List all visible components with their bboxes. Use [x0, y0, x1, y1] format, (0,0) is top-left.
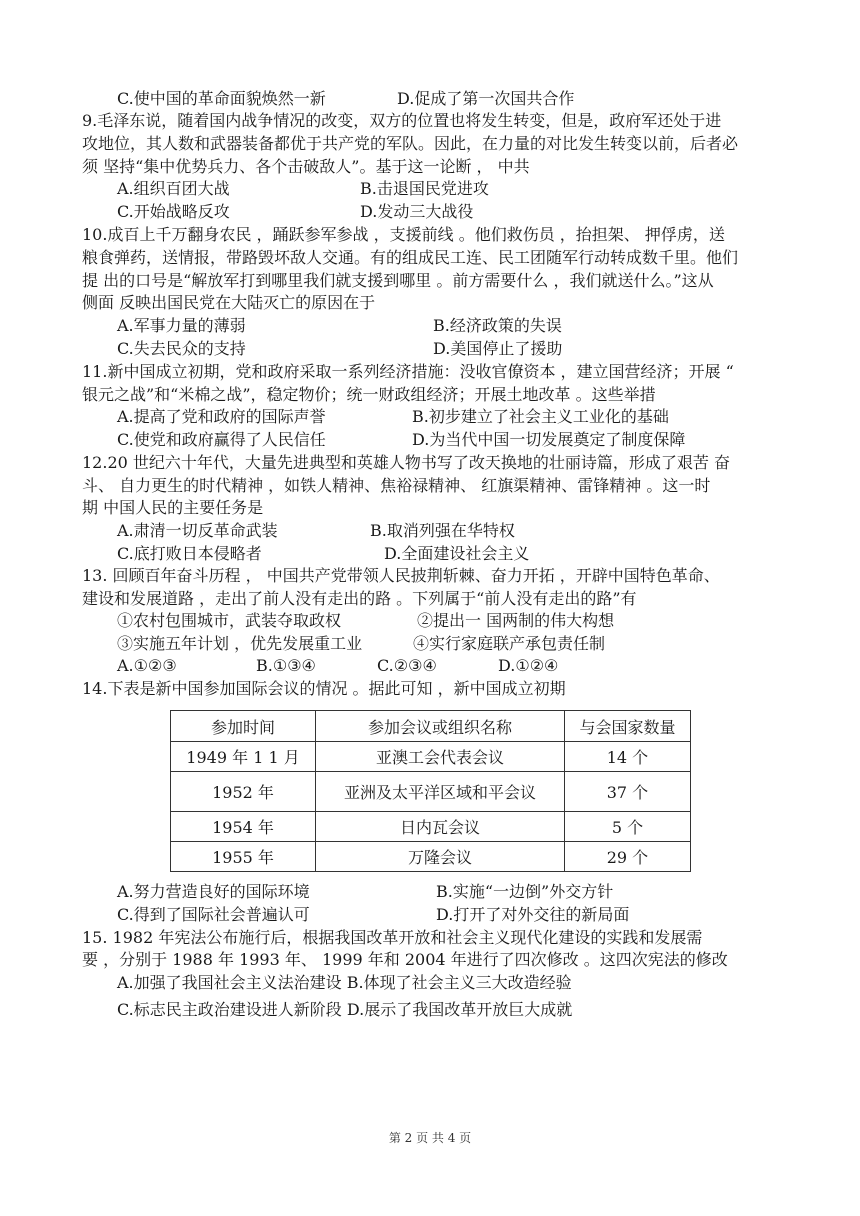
q12-stem-line: 斗、 自力更生的时代精神 ，如铁人精神、焦裕禄精神、 红旗渠精神、雷锋精神 。这一时 — [82, 476, 711, 495]
table-row — [171, 842, 691, 872]
conference-table — [170, 710, 691, 872]
q9-option-a: A.组织百团大战 — [117, 179, 230, 198]
q15-stem-line: 15. 1982 年宪法公布施行后，根据我国改革开放和社会主义现代化建设的实践和发展需 — [82, 928, 703, 947]
q11-option-a: A.提高了党和政府的国际声誉 — [117, 407, 326, 426]
table-cell: 亚澳工会代表会议 — [316, 742, 565, 772]
q11-option-d: D.为当代中国一切发展奠定了制度保障 — [412, 430, 686, 449]
q12-stem-line: 期 中国人民的主要任务是 — [82, 498, 264, 517]
q10-option-b: B.经济政策的失误 — [433, 316, 562, 335]
q9-option-d: D.发动三大战役 — [360, 202, 474, 221]
q10-option-d: D.美国停止了援助 — [433, 339, 563, 358]
q10-option-a: A.军事力量的薄弱 — [117, 316, 246, 335]
q15-options-cd: C.标志民主政治建设进人新阶段 D.展示了我国改革开放巨大成就 — [117, 1000, 573, 1019]
table-cell: 29 个 — [564, 842, 690, 872]
q13-stem-line: 建设和发展道路 ，走出了前人没有走出的路 。下列属于“前人没有走出的路”有 — [82, 589, 637, 608]
q9-stem-line: 攻地位，其人数和武器装备都优于共产党的军队。因此，在力量的对比发生转变以前，后者必 — [82, 134, 739, 153]
q12-stem-line: 12.20 世纪六十年代，大量先进典型和英雄人物书写了改天换地的壮丽诗篇，形成了艰苦 奋 — [82, 453, 730, 472]
table-header-row — [171, 711, 691, 742]
q9-option-b: B.击退国民党进攻 — [360, 179, 489, 198]
q14-option-b: B.实施“一边倒”外交方针 — [436, 882, 614, 901]
table-header-cell: 参加时间 — [171, 711, 316, 742]
q14-option-d: D.打开了对外交往的新局面 — [436, 905, 630, 924]
table-row — [171, 812, 691, 842]
q9-stem-line: 9.毛泽东说，随着国内战争情况的改变，双方的位置也将发生转变，但是，政府军还处于进 — [82, 111, 722, 130]
table-cell: 1954 年 — [171, 812, 316, 842]
q15-stem-line: 要 ，分别于 1988 年 1993 年、 1999 年和 2004 年进行了四次修改 。这四次宪法的修改 — [82, 950, 728, 969]
q12-option-b: B.取消列强在华特权 — [370, 521, 515, 540]
table-row — [171, 742, 691, 772]
q8-option-c: C.使中国的革命面貌焕然一新 — [117, 89, 326, 108]
q12-option-c: C.底打败日本侵略者 — [117, 544, 262, 563]
q10-stem-line: 侧面 反映出国民党在大陆灭亡的原因在于 — [82, 293, 376, 312]
q9-stem-line: 须 坚持“集中优势兵力、各个击破敌人”。基于这一论断 ， 中共 — [82, 157, 530, 176]
table-cell: 1955 年 — [171, 842, 316, 872]
q13-option-c: C.②③④ — [377, 656, 437, 675]
table-cell: 37 个 — [564, 772, 690, 812]
page-number: 第 2 页 共 4 页 — [388, 1131, 472, 1145]
q14-stem: 14.下表是新中国参加国际会议的情况 。据此可知 ，新中国成立初期 — [82, 679, 566, 698]
q11-stem-line: 11.新中国成立初期，党和政府采取一系列经济措施：没收官僚资本 ，建立国营经济；开展 “ — [82, 362, 734, 381]
q13-item: ①农村包围城市，武装夺取政权 — [117, 611, 342, 630]
q13-item: ③实施五年计划 ，优先发展重工业 — [117, 634, 363, 653]
table-header-cell: 参加会议或组织名称 — [316, 711, 565, 742]
table-cell: 14 个 — [564, 742, 690, 772]
q11-option-c: C.使党和政府赢得了人民信任 — [117, 430, 326, 449]
table-cell: 亚洲及太平洋区域和平会议 — [316, 772, 565, 812]
table-cell: 5 个 — [564, 812, 690, 842]
q14-option-c: C.得到了国际社会普遍认可 — [117, 905, 310, 924]
q12-option-d: D.全面建设社会主义 — [384, 544, 530, 563]
q13-item: ②提出一 国两制的伟大构想 — [417, 611, 615, 630]
table-cell: 日内瓦会议 — [316, 812, 565, 842]
table-header-cell: 与会国家数量 — [564, 711, 690, 742]
table-cell: 1949 年 1 1 月 — [171, 742, 316, 772]
table-row — [171, 772, 691, 812]
q13-option-a: A.①②③ — [117, 656, 177, 675]
q12-option-a: A.肃清一切反革命武装 — [117, 521, 278, 540]
q9-option-c: C.开始战略反攻 — [117, 202, 230, 221]
table-cell: 1952 年 — [171, 772, 316, 812]
q13-item: ④实行家庭联产承包责任制 — [413, 634, 606, 653]
q13-option-d: D.①②④ — [498, 656, 559, 675]
q11-stem-line: 银元之战”和“米棉之战”，稳定物价；统一财政组经济；开展土地改革 。这些举措 — [82, 385, 656, 404]
q14-option-a: A.努力营造良好的国际环境 — [117, 882, 310, 901]
table-cell: 万隆会议 — [316, 842, 565, 872]
q8-option-d: D.促成了第一次国共合作 — [397, 89, 575, 108]
q10-stem-line: 提 出的口号是“解放军打到哪里我们就支援到哪里 。前方需要什么 ，我们就送什么。”这从 — [82, 271, 714, 290]
q11-option-b: B.初步建立了社会主义工业化的基础 — [412, 407, 669, 426]
q13-option-b: B.①③④ — [256, 656, 316, 675]
q10-stem-line: 10.成百上千万翻身农民 ，踊跃参军参战 ，支援前线 。他们救伤员 ，抬担架、 押俘虏，送 — [82, 225, 725, 244]
q10-stem-line: 粮食弹药，送情报，带路毁坏敌人交通。有的组成民工连、民工团随军行动转成数千里。他们 — [82, 248, 739, 267]
q10-option-c: C.失去民众的支持 — [117, 339, 246, 358]
q15-options-ab: A.加强了我国社会主义法治建设 B.体现了社会主义三大改造经验 — [117, 973, 572, 992]
q13-stem-line: 13. 回顾百年奋斗历程 ， 中国共产党带领人民披荆斩棘、奋力开拓 ，开辟中国特色革命、 — [82, 566, 720, 585]
